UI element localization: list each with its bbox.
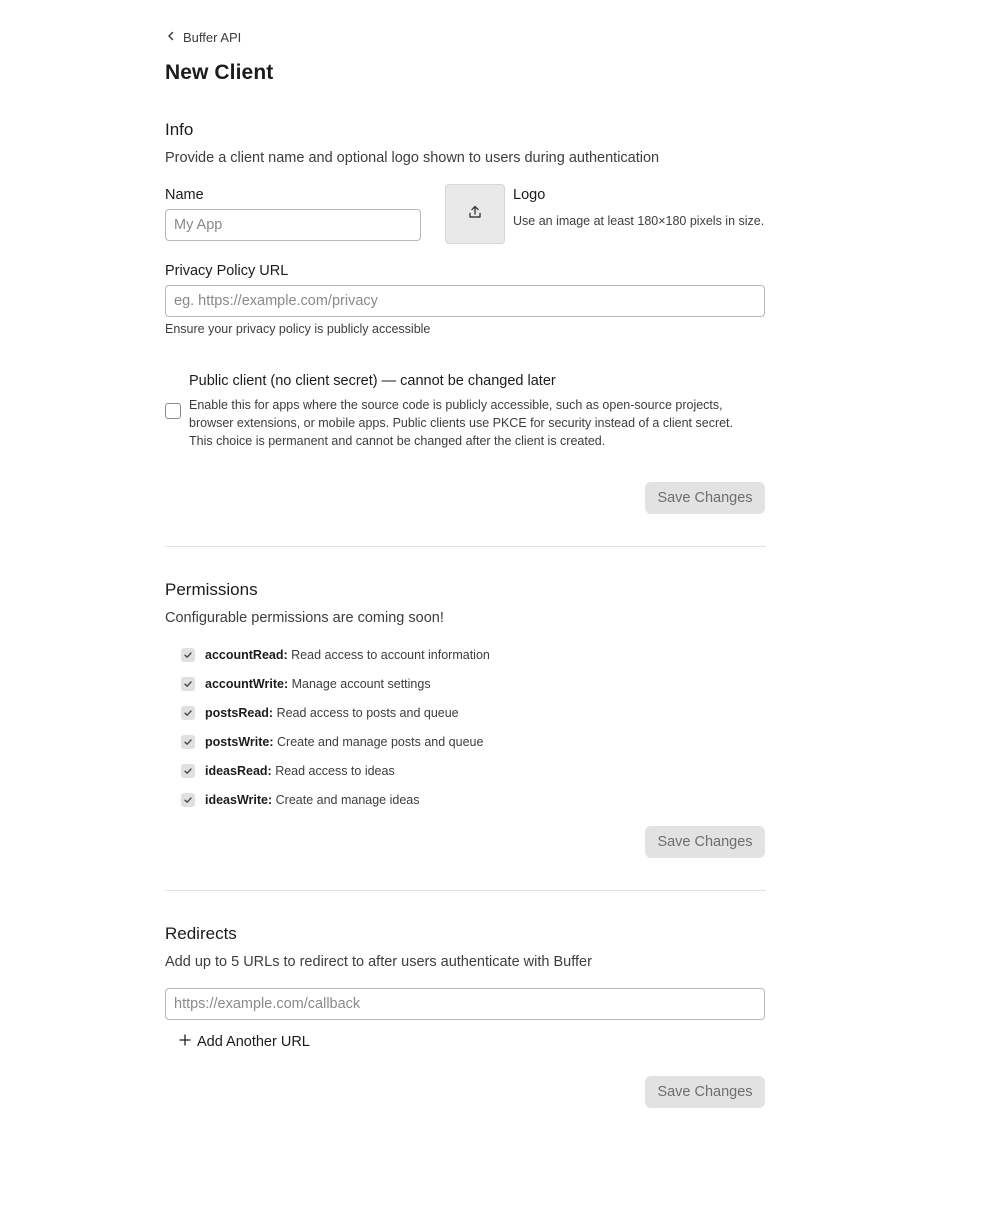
permissions-section-title: Permissions xyxy=(165,580,258,599)
redirects-section-description: Add up to 5 URLs to redirect to after users authenticate with Buffer xyxy=(165,954,592,970)
check-icon xyxy=(181,764,195,778)
check-icon xyxy=(181,706,195,720)
permission-name: ideasRead: xyxy=(205,764,272,778)
add-another-url-button[interactable] xyxy=(179,1034,310,1050)
permission-item xyxy=(181,762,395,780)
redirect-url-input[interactable] xyxy=(165,988,765,1020)
privacy-policy-input[interactable] xyxy=(165,285,765,317)
permission-item xyxy=(181,675,431,693)
public-client-description: Enable this for apps where the source code is publicly accessible, such as open-source projects, browser extensions, or mobile apps. Public clients use PKCE for security instead of a client secret. This choice is permanent and cannot be changed after the client is created. xyxy=(189,398,734,448)
section-divider xyxy=(165,890,766,891)
info-section-description: Provide a client name and optional logo shown to users during authentication xyxy=(165,150,660,166)
info-save-button[interactable]: Save Changes xyxy=(645,482,765,514)
permission-name: ideasWrite: xyxy=(205,793,273,807)
upload-icon xyxy=(467,204,483,225)
add-another-url-label: Add Another URL xyxy=(197,1034,310,1050)
check-icon xyxy=(181,735,195,749)
check-icon xyxy=(181,677,195,691)
permission-item xyxy=(181,791,420,809)
redirects-section-title: Redirects xyxy=(165,924,237,943)
permissions-section-description: Configurable permissions are coming soon! xyxy=(165,610,444,626)
permission-name: accountWrite: xyxy=(205,677,289,691)
public-client-checkbox[interactable] xyxy=(165,403,181,419)
permission-name: postsWrite: xyxy=(205,735,274,749)
permission-item xyxy=(181,646,490,664)
logo-help-text: Use an image at least 180×180 pixels in size. xyxy=(513,214,765,228)
permission-description: Create and manage ideas xyxy=(275,793,420,807)
breadcrumb-label: Buffer API xyxy=(183,29,242,45)
logo-upload-button[interactable] xyxy=(445,184,505,244)
name-input[interactable] xyxy=(165,209,421,241)
page-title: New Client xyxy=(165,61,274,84)
permission-description: Create and manage posts and queue xyxy=(277,735,484,749)
check-icon xyxy=(181,793,195,807)
redirects-save-button[interactable]: Save Changes xyxy=(645,1076,765,1108)
privacy-policy-label: Privacy Policy URL xyxy=(165,263,289,279)
check-icon xyxy=(181,648,195,662)
permissions-save-button[interactable]: Save Changes xyxy=(645,826,765,858)
chevron-left-icon xyxy=(165,30,177,45)
logo-label: Logo xyxy=(513,187,546,203)
permission-item xyxy=(181,733,483,751)
privacy-policy-help-text: Ensure your privacy policy is publicly accessible xyxy=(165,322,431,336)
info-section-title: Info xyxy=(165,120,194,139)
section-divider xyxy=(165,546,766,547)
permission-description: Read access to account information xyxy=(291,648,490,662)
plus-icon xyxy=(179,1034,191,1050)
permission-name: postsRead: xyxy=(205,706,274,720)
permission-description: Manage account settings xyxy=(291,677,431,691)
permission-description: Read access to ideas xyxy=(275,764,395,778)
name-label: Name xyxy=(165,187,204,203)
permission-item xyxy=(181,704,459,722)
permission-name: accountRead: xyxy=(205,648,288,662)
breadcrumb[interactable] xyxy=(165,28,241,46)
permission-description: Read access to posts and queue xyxy=(276,706,459,720)
public-client-title: Public client (no client secret) — cannot be changed later xyxy=(189,373,556,389)
